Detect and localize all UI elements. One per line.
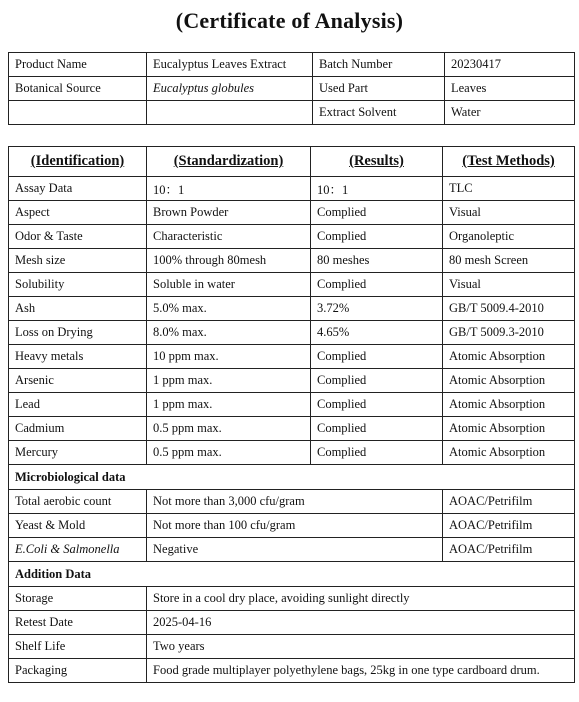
table-cell: 10：1 <box>311 177 443 201</box>
product-info-table <box>8 52 575 125</box>
info-value: Eucalyptus Leaves Extract <box>147 53 313 77</box>
table-cell: 0.5 ppm max. <box>147 441 311 465</box>
info-value: 20230417 <box>445 53 575 77</box>
section-row <box>9 465 575 490</box>
info-label: Used Part <box>313 77 445 101</box>
page-title: (Certificate of Analysis) <box>175 8 404 33</box>
table-cell: Not more than 100 cfu/gram <box>147 514 443 538</box>
table-row <box>9 321 575 345</box>
table-cell: Visual <box>443 201 575 225</box>
table-cell: AOAC/Petrifilm <box>443 490 575 514</box>
table-cell: AOAC/Petrifilm <box>443 514 575 538</box>
table-cell: Assay Data <box>9 177 147 201</box>
table-cell: GB/T 5009.4-2010 <box>443 297 575 321</box>
analysis-table <box>8 146 575 683</box>
table-cell: Cadmium <box>9 417 147 441</box>
table-cell: 4.65% <box>311 321 443 345</box>
column-header: (Standardization) <box>147 147 311 177</box>
table-row <box>9 53 575 77</box>
table-cell: Characteristic <box>147 225 311 249</box>
table-header-row <box>9 147 575 177</box>
table-cell: GB/T 5009.3-2010 <box>443 321 575 345</box>
table-cell: 2025-04-16 <box>147 611 575 635</box>
table-cell: E.Coli & Salmonella <box>9 538 147 562</box>
table-cell: Atomic Absorption <box>443 369 575 393</box>
table-row <box>9 345 575 369</box>
table-cell: Aspect <box>9 201 147 225</box>
table-cell: Complied <box>311 345 443 369</box>
table-cell: Total aerobic count <box>9 490 147 514</box>
table-cell: 80 meshes <box>311 249 443 273</box>
table-cell: 100% through 80mesh <box>147 249 311 273</box>
table-cell: 8.0% max. <box>147 321 311 345</box>
column-header: (Results) <box>311 147 443 177</box>
table-row <box>9 77 575 101</box>
table-row <box>9 177 575 201</box>
table-cell: Complied <box>311 369 443 393</box>
table-cell: 1 ppm max. <box>147 369 311 393</box>
table-cell: Brown Powder <box>147 201 311 225</box>
table-cell: Mercury <box>9 441 147 465</box>
column-header: (Identification) <box>9 147 147 177</box>
table-cell: Negative <box>147 538 443 562</box>
table-cell: TLC <box>443 177 575 201</box>
table-cell: Complied <box>311 201 443 225</box>
table-cell: 10 ppm max. <box>147 345 311 369</box>
table-cell: Arsenic <box>9 369 147 393</box>
table-row <box>9 297 575 321</box>
section-title: Microbiological data <box>9 465 575 490</box>
table-cell: Atomic Absorption <box>443 417 575 441</box>
info-label: Batch Number <box>313 53 445 77</box>
info-value <box>147 101 313 125</box>
info-value: Leaves <box>445 77 575 101</box>
table-cell: Organoleptic <box>443 225 575 249</box>
info-label: Extract Solvent <box>313 101 445 125</box>
table-row <box>9 201 575 225</box>
table-row <box>9 659 575 683</box>
info-label: Product Name <box>9 53 147 77</box>
table-row <box>9 417 575 441</box>
table-row <box>9 514 575 538</box>
table-cell: Complied <box>311 393 443 417</box>
info-label: Botanical Source <box>9 77 147 101</box>
section-title: Addition Data <box>9 562 575 587</box>
table-cell: Atomic Absorption <box>443 345 575 369</box>
table-cell: Two years <box>147 635 575 659</box>
table-cell: Complied <box>311 225 443 249</box>
table-cell: Visual <box>443 273 575 297</box>
table-row <box>9 635 575 659</box>
table-row <box>9 587 575 611</box>
table-cell: Lead <box>9 393 147 417</box>
table-row <box>9 441 575 465</box>
table-cell: 10：1 <box>147 177 311 201</box>
table-cell: Complied <box>311 417 443 441</box>
table-cell: Not more than 3,000 cfu/gram <box>147 490 443 514</box>
table-cell: Soluble in water <box>147 273 311 297</box>
table-cell: 0.5 ppm max. <box>147 417 311 441</box>
table-cell: Shelf Life <box>9 635 147 659</box>
info-value: Water <box>445 101 575 125</box>
table-cell: Heavy metals <box>9 345 147 369</box>
table-row <box>9 611 575 635</box>
table-cell: 3.72% <box>311 297 443 321</box>
table-cell: Yeast & Mold <box>9 514 147 538</box>
table-cell: Food grade multiplayer polyethylene bags, 25kg in one type cardboard drum. <box>147 659 575 683</box>
table-row <box>9 101 575 125</box>
table-cell: AOAC/Petrifilm <box>443 538 575 562</box>
table-cell: Loss on Drying <box>9 321 147 345</box>
table-cell: Ash <box>9 297 147 321</box>
section-row <box>9 562 575 587</box>
table-row <box>9 538 575 562</box>
table-cell: 80 mesh Screen <box>443 249 575 273</box>
table-cell: Odor & Taste <box>9 225 147 249</box>
table-cell: Complied <box>311 441 443 465</box>
table-cell: Atomic Absorption <box>443 441 575 465</box>
table-cell: Complied <box>311 273 443 297</box>
table-cell: 5.0% max. <box>147 297 311 321</box>
table-row <box>9 393 575 417</box>
column-header: (Test Methods) <box>443 147 575 177</box>
table-row <box>9 369 575 393</box>
info-value: Eucalyptus globules <box>147 77 313 101</box>
table-cell: Storage <box>9 587 147 611</box>
table-row <box>9 490 575 514</box>
table-cell: Retest Date <box>9 611 147 635</box>
table-cell: 1 ppm max. <box>147 393 311 417</box>
table-row <box>9 225 575 249</box>
table-cell: Packaging <box>9 659 147 683</box>
table-cell: Mesh size <box>9 249 147 273</box>
table-cell: Atomic Absorption <box>443 393 575 417</box>
table-row <box>9 249 575 273</box>
table-row <box>9 273 575 297</box>
info-label <box>9 101 147 125</box>
table-cell: Store in a cool dry place, avoiding sunlight directly <box>147 587 575 611</box>
table-cell: Solubility <box>9 273 147 297</box>
